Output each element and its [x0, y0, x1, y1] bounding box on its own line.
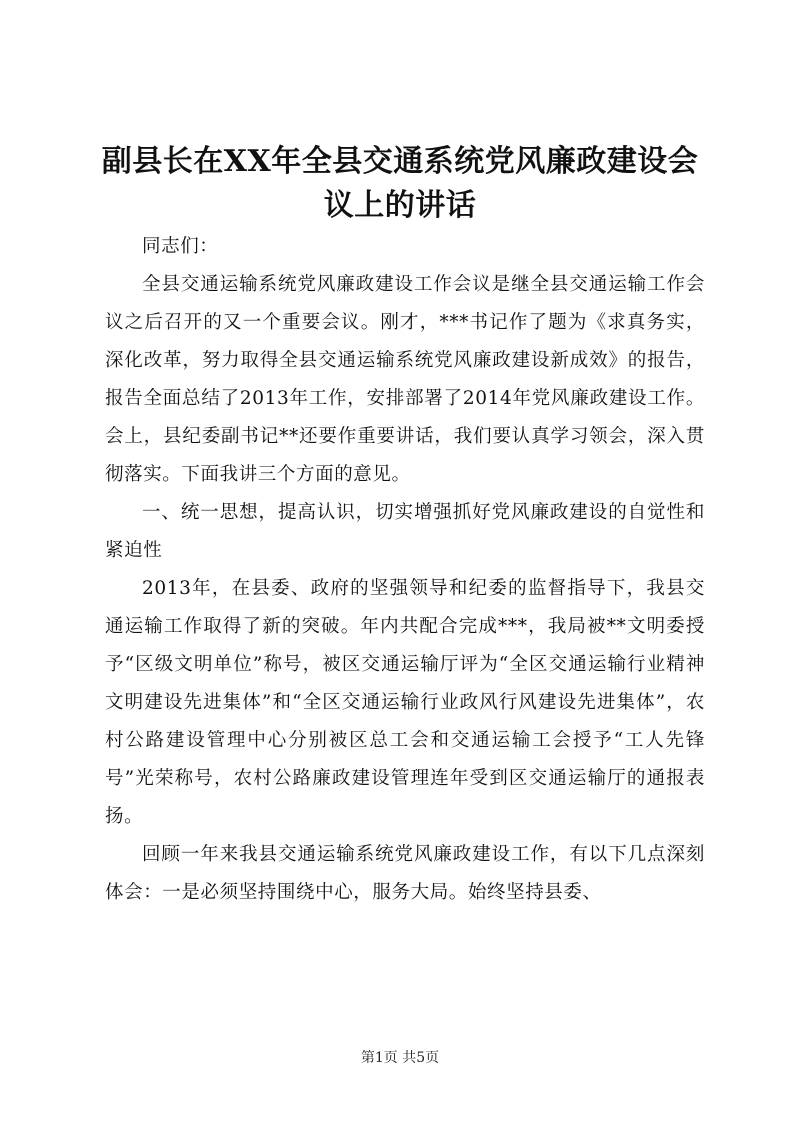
page-footer: 第1页 共5页: [360, 1050, 440, 1066]
paragraph-intro: 全县交通运输系统党风廉政建设工作会议是继全县交通运输工作会议之后召开的又一个重要会议。刚才，***书记作了题为《求真务实，深化改革，努力取得全县交通运输系统党风廉政建设新成效》的报告，报告全面总结了2013年工作，安排部署了2014年党风廉政建设工作。会上，县纪委副书记**还要作重要讲话，我们要认真学习领会，深入贯彻落实。下面我讲三个方面的意见。: [105, 274, 705, 485]
document-title: [100, 140, 700, 228]
title-line-1: 副县长在XX年全县交通系统党风廉政建设会: [101, 144, 699, 179]
paragraph-achievements: 2013年，在县委、政府的坚强领导和纪委的监督指导下，我县交通运输工作取得了新的突破。年内共配合完成***，我局被**文明委授予“区级文明单位”称号，被区交通运输厅评为“全区交通运输行业精神文明建设先进集体”和“全区交通运输行业政风行风建设先进集体”，农村公路建设管理中心分别被区总工会和交通运输工会授予“工人先锋号”光荣称号，农村公路廉政建设管理连年受到区交通运输厅的通报表扬。: [105, 578, 705, 827]
section-heading-1: 一、统一思想，提高认识，切实增强抓好党风廉政建设的自觉性和紧迫性: [105, 502, 705, 561]
title-line-2: 议上的讲话: [323, 188, 477, 223]
salutation: 同志们：: [142, 236, 219, 257]
paragraph-review: 回顾一年来我县交通运输系统党风廉政建设工作，有以下几点深刻体会：一是必须坚持围绕中心，服务大局。始终坚持县委、: [105, 844, 705, 903]
document-body: [105, 228, 705, 912]
